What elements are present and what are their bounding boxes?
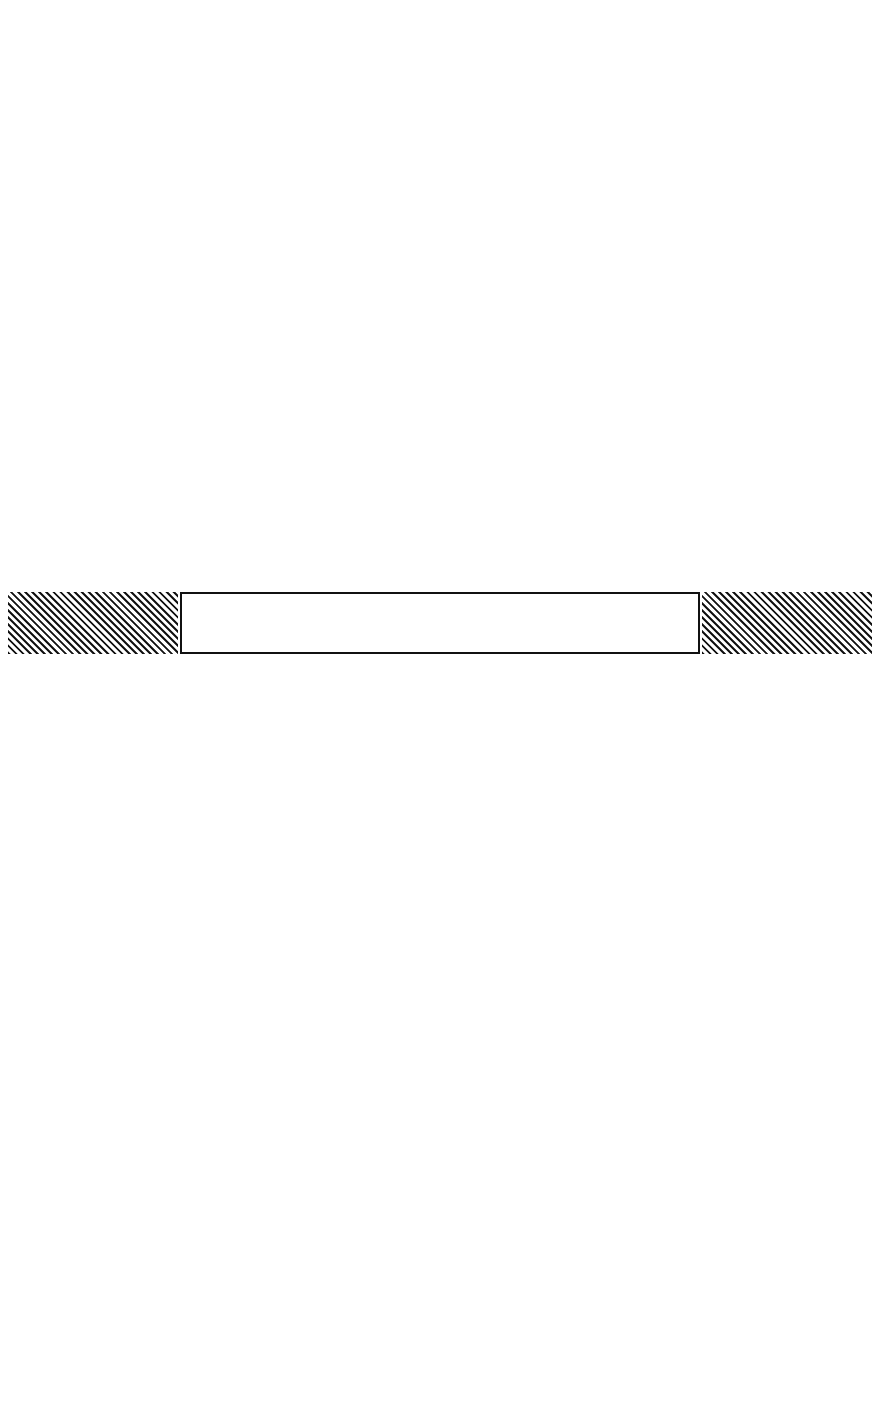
home-service-guide-banner: [180, 592, 700, 654]
help-wanted-section: [6, 22, 874, 590]
banner-hatch-left: [8, 592, 178, 654]
banner-hatch-right: [702, 592, 872, 654]
dateline: [6, 6, 874, 20]
service-guide-section: [6, 658, 874, 1404]
